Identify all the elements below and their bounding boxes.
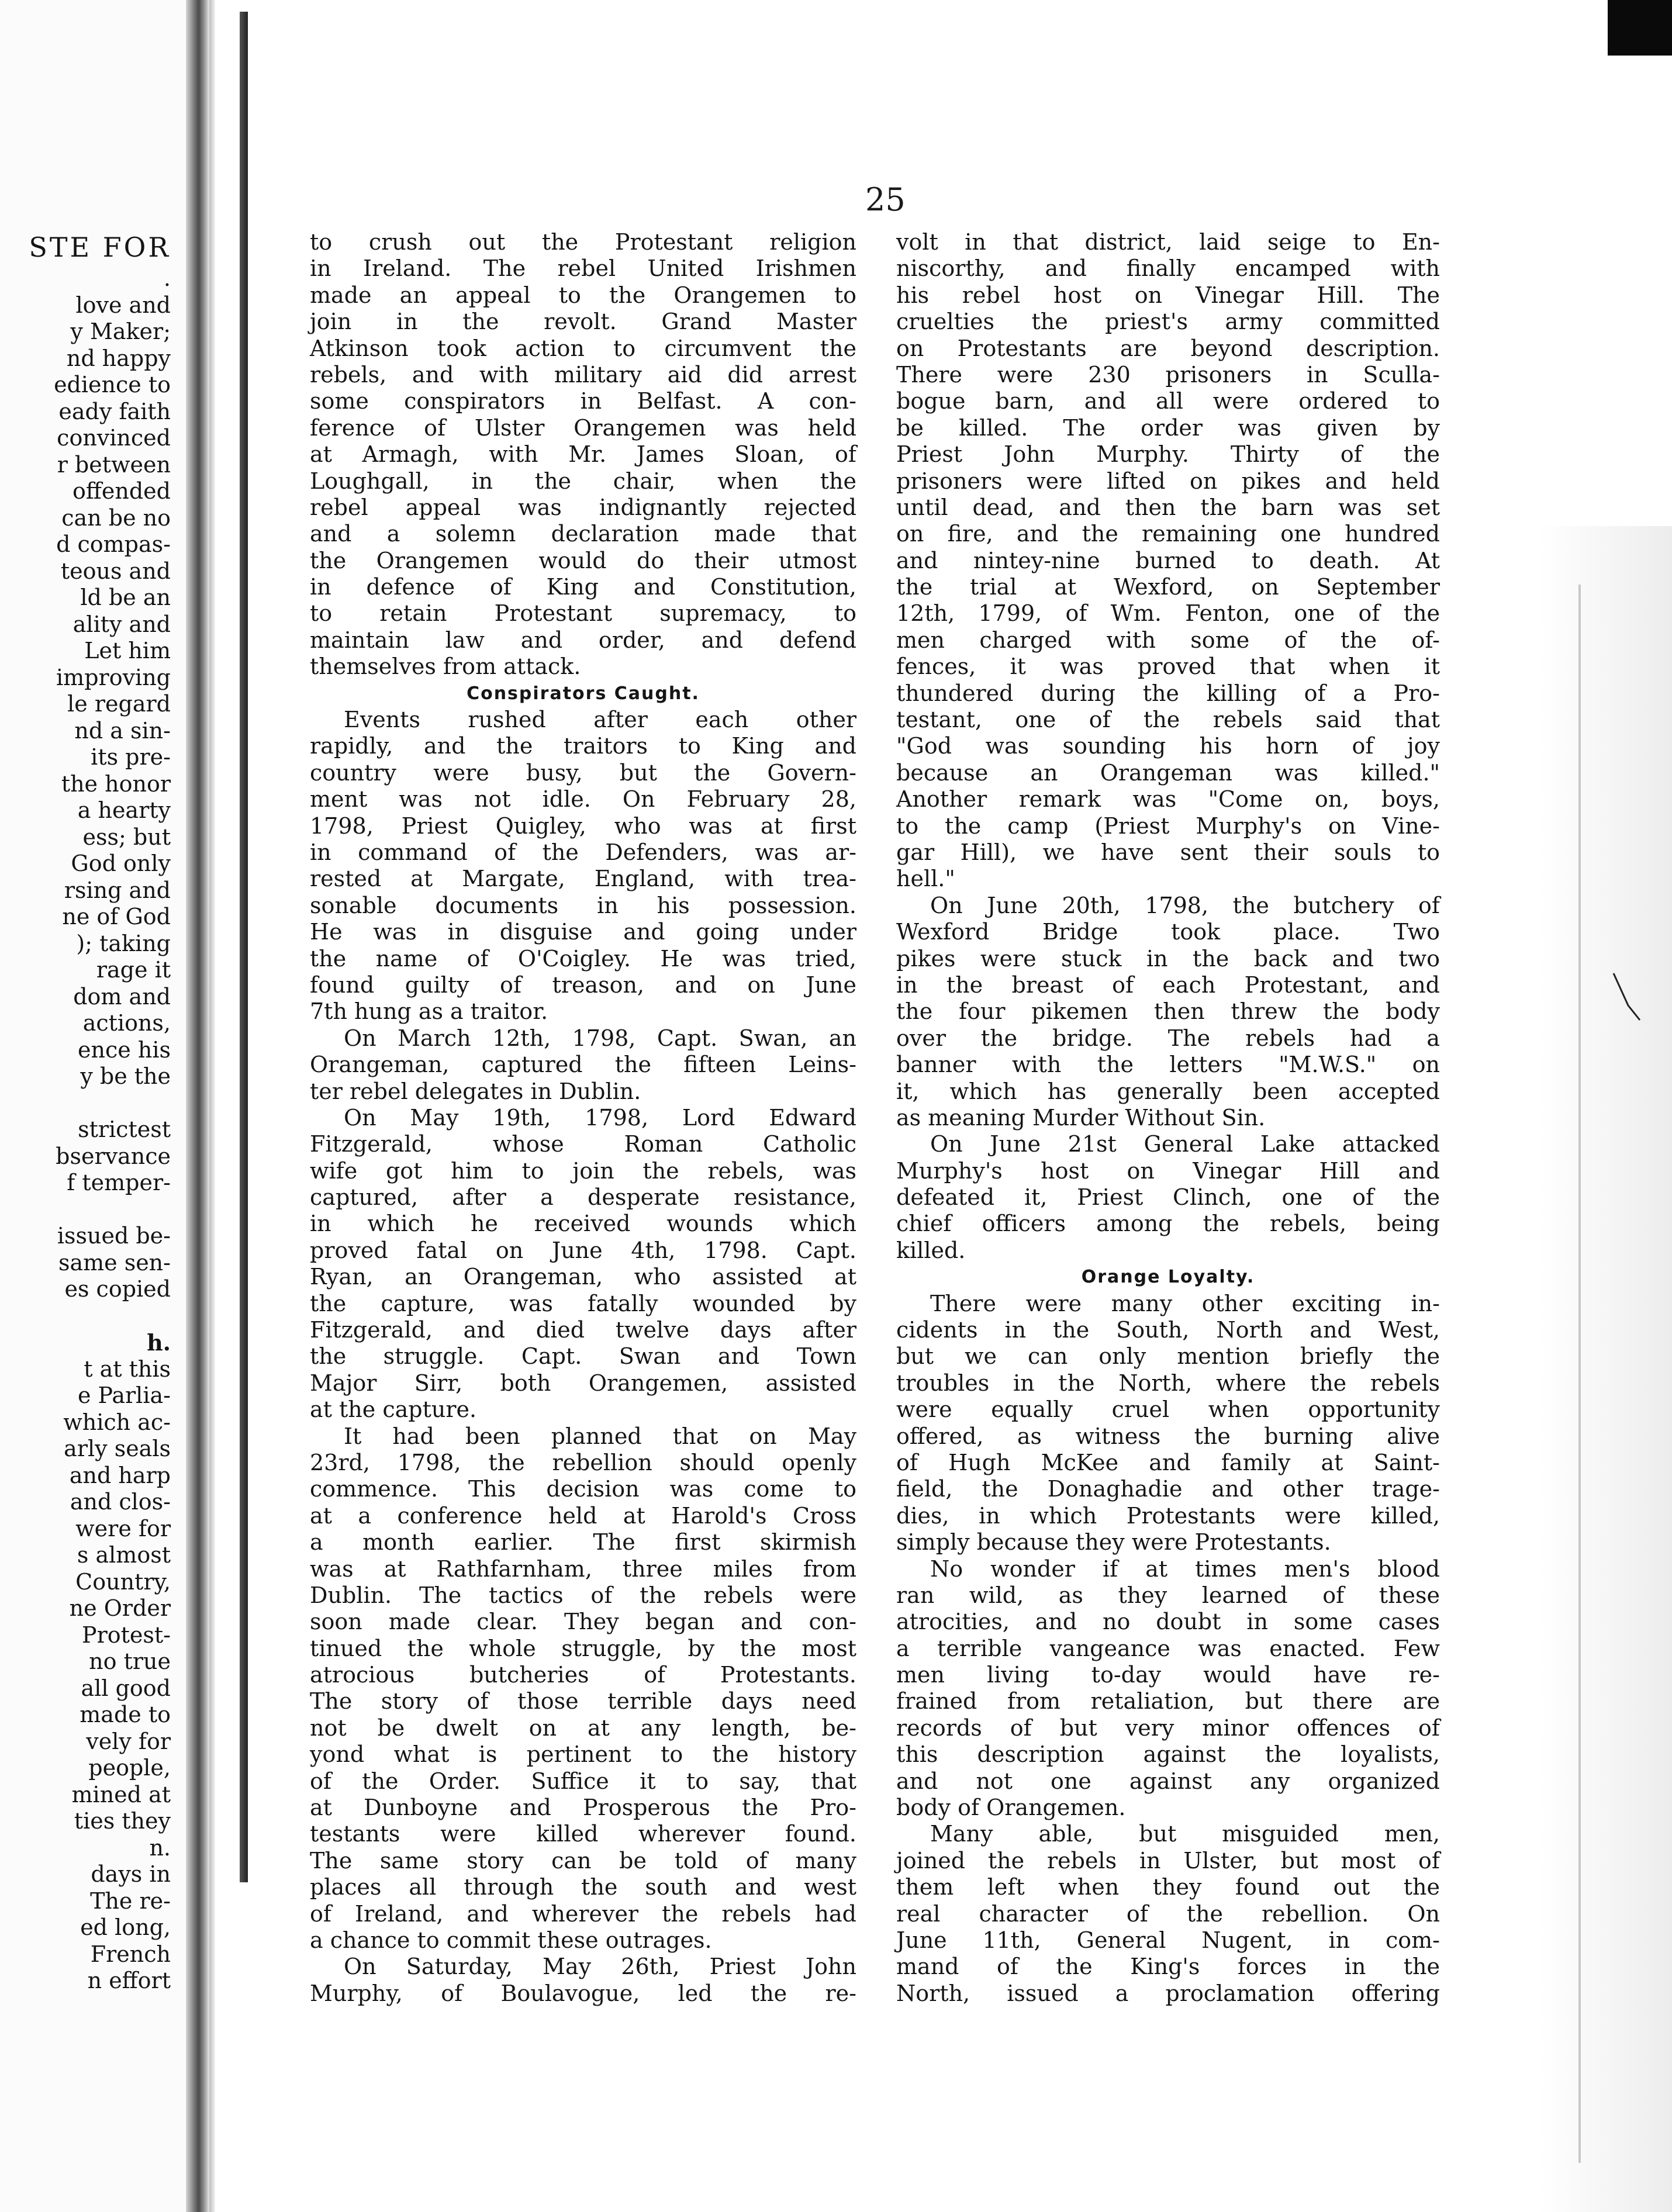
text-line: bogue barn, and all were ordered to [896,388,1440,414]
text-line: a chance to commit these outrages. [310,1927,712,1953]
right-text-column [896,229,1440,2007]
text-line: Wexford Bridge took place. Two [896,919,1440,945]
text-line: in Ireland. The rebel United Irishmen [310,255,856,282]
paragraph-first-line: There were many other exciting in- [930,1290,1440,1316]
text-line: found guilty of treason, and on June [310,972,856,998]
text-line: this description against the loyalists, [896,1741,1440,1768]
text-line: maintain law and order, and defend [310,627,856,653]
text-line: troubles in the North, where the rebels [896,1370,1440,1396]
previous-page-line: bservance [56,1143,171,1169]
previous-page-line: the honor [61,770,171,797]
paragraph-first-line: Events rushed after each other [344,707,856,733]
text-line: not be dwelt on at any length, be- [310,1715,856,1741]
left-text-column [310,229,856,2007]
text-line: at Dunboyne and Prosperous the Pro- [310,1795,856,1821]
previous-page-line: n. [149,1834,171,1861]
text-line: testants were killed wherever found. [310,1821,856,1847]
previous-page-line: ess; but [82,824,171,850]
text-line: killed. [896,1237,966,1263]
text-line: atrocities, and no doubt in some cases [896,1609,1440,1635]
text-line: Murphy, of Boulavogue, led the re- [310,1980,856,2006]
text-line: and nintey-nine burned to death. At [896,547,1440,573]
text-line: ment was not idle. On February 28, [310,786,856,813]
previous-page-line [0,1090,171,1117]
previous-page-line: f temper- [67,1170,171,1195]
previous-page-line: Country, [75,1568,171,1595]
previous-page-line: le regard [67,691,171,717]
text-line: 12th, 1799, of Wm. Fenton, one of the [896,600,1440,627]
previous-page-line: days in [91,1861,171,1887]
paragraph-first-line: On May 19th, 1798, Lord Edward [344,1104,856,1131]
text-line: the capture, was fatally wounded by [310,1290,856,1316]
previous-page-line: y be the [80,1063,171,1089]
text-line: June 11th, General Nugent, in com- [896,1927,1440,1953]
text-line: were equally cruel when opportunity [896,1397,1440,1423]
text-line: wife got him to join the rebels, was [310,1157,856,1184]
text-line: frained from retaliation, but there are [896,1688,1440,1715]
paragraph-first-line: It had been planned that on May [344,1423,856,1449]
text-line: Orangeman, captured the fifteen Leins- [310,1052,856,1078]
text-line: North, issued a proclamation offering [896,1980,1440,2006]
text-line: hell." [896,866,955,892]
paragraph-first-line: On June 21st General Lake attacked [930,1131,1440,1157]
previous-page-line: its pre- [91,744,171,770]
previous-page-line [0,1303,171,1330]
text-line: on Protestants are beyond description. [896,335,1440,361]
previous-page-line: ne Order [69,1595,171,1621]
text-line: banner with the letters "M.W.S." on [896,1052,1440,1078]
text-line: men living to-day would have re- [896,1662,1440,1688]
text-line: ference of Ulster Orangemen was held [310,414,856,441]
text-line: 23rd, 1798, the rebellion should openly [310,1449,856,1475]
previous-page-line: ties they [74,1808,171,1834]
book-gutter-shadow [186,0,209,2212]
previous-page-heading: STE FOR [29,231,171,263]
text-line: themselves from attack. [310,654,581,680]
text-line: testant, one of the rebels said that [896,707,1440,733]
previous-page-line: ality and [72,611,171,637]
text-line: There were 230 prisoners in Sculla- [896,361,1440,388]
text-line: it, which has generally been accepted [896,1078,1440,1104]
text-line: rested at Margate, England, with trea- [310,866,856,892]
text-line: rapidly, and the traitors to King and [310,733,856,759]
text-line: to retain Protestant supremacy, to [310,600,856,627]
scan-corner-mark [1608,0,1672,56]
text-line: of Ireland, and wherever the rebels had [310,1900,856,1927]
text-line: was at Rathfarnham, three miles from [310,1556,856,1582]
text-line: because an Orangeman was killed." [896,759,1440,786]
text-line: Ryan, an Orangeman, who assisted at [310,1264,856,1290]
text-line: joined the rebels in Ulster, but most of [896,1847,1440,1874]
text-line: The story of those terrible days need [310,1688,856,1715]
previous-page-line [0,1197,171,1223]
previous-page-line: which ac- [63,1409,171,1435]
text-line: at Armagh, with Mr. James Sloan, of [310,441,856,468]
text-line: be killed. The order was given by [896,414,1440,441]
previous-page-line: people, [88,1755,171,1781]
text-line: commence. This decision was come to [310,1476,856,1502]
previous-page-line: improving [56,664,171,690]
page-stack-edge [1540,526,1672,2212]
text-line: a terrible vangeance was enacted. Few [896,1635,1440,1661]
previous-page-line: love and [75,292,171,318]
section-subheading: Conspirators Caught. [467,683,700,704]
paragraph-first-line: No wonder if at times men's blood [930,1556,1440,1582]
text-line: them left when they found out the [896,1874,1440,1900]
text-line: Another remark was "Come on, boys, [896,786,1440,813]
text-line: Dublin. The tactics of the rebels were [310,1582,856,1608]
previous-page-line: e Parlia- [77,1382,171,1408]
text-line: Fitzgerald, and died twelve days after [310,1317,856,1343]
previous-page-line: edience to [54,372,171,398]
previous-page-line: s almost [77,1542,171,1568]
page-number: 25 [865,181,906,218]
text-line: records of but very minor offences of [896,1715,1440,1741]
previous-page-line: made to [80,1702,171,1727]
previous-page-line: vely for [86,1728,171,1754]
text-line: body of Orangemen. [896,1795,1126,1821]
previous-page-line: French [90,1941,171,1967]
text-line: ter rebel delegates in Dublin. [310,1078,641,1104]
previous-page-line: same sen- [58,1249,171,1276]
previous-page-line: h. [147,1329,171,1356]
previous-page-fragment [0,0,193,2212]
book-gutter-highlight [209,0,215,2212]
previous-page-line: teous and [60,558,171,584]
previous-page-line: . [163,265,171,291]
text-line: Loughgall, in the chair, when the [310,468,856,494]
previous-page-line: ence his [78,1036,171,1063]
previous-page-line: were for [75,1515,171,1542]
text-line: on fire, and the remaining one hundred [896,521,1440,547]
previous-page-line: Protest- [82,1622,171,1648]
text-line: 1798, Priest Quigley, who was at first [310,813,856,839]
text-line: the trial at Wexford, on September [896,574,1440,600]
text-line: made an appeal to the Orangemen to [310,282,856,308]
text-line: at a conference held at Harold's Cross [310,1502,856,1529]
text-line: 7th hung as a traitor. [310,998,548,1025]
text-line: at the capture. [310,1397,477,1423]
text-line: a month earlier. The first skirmish [310,1529,856,1556]
previous-page-line: r between [57,451,171,478]
paragraph-first-line: On March 12th, 1798, Capt. Swan, an [344,1025,856,1051]
previous-page-line: ed long, [80,1914,171,1940]
text-line: rebel appeal was indignantly rejected [310,494,856,520]
text-line: He was in disguise and going under [310,919,856,945]
text-line: and not one against any organized [896,1768,1440,1794]
previous-page-line: mined at [71,1781,171,1807]
previous-page-line: issued be- [57,1223,171,1249]
previous-page-line: can be no [61,504,171,531]
text-line: of Hugh McKee and family at Saint- [896,1449,1440,1475]
text-line: until dead, and then the barn was set [896,494,1440,520]
text-line: the struggle. Capt. Swan and Town [310,1343,856,1370]
text-line: in command of the Defenders, was ar- [310,839,856,865]
previous-page-line: all good [81,1675,171,1701]
text-line: to crush out the Protestant religion [310,229,856,255]
previous-page-line: eady faith [58,398,171,424]
text-line: ran wild, as they learned of these [896,1582,1440,1608]
previous-page-line: God only [71,851,171,876]
text-line: as meaning Murder Without Sin. [896,1104,1266,1131]
text-line: his rebel host on Vinegar Hill. The [896,282,1440,308]
text-line: Major Sirr, both Orangemen, assisted [310,1370,856,1396]
previous-page-line: n effort [87,1968,171,1993]
previous-page-line: nd a sin- [74,717,171,744]
previous-page-line: a hearty [77,797,171,823]
text-line: Murphy's host on Vinegar Hill and [896,1157,1440,1184]
text-line: the Orangemen would do their utmost [310,547,856,573]
text-line: and a solemn declaration made that [310,521,856,547]
text-line: but we can only mention briefly the [896,1343,1440,1370]
text-line: atrocious butcheries of Protestants. [310,1662,856,1688]
text-line: over the bridge. The rebels had a [896,1025,1440,1051]
text-line: cidents in the South, North and West, [896,1317,1440,1343]
previous-page-line: convinced [57,425,171,451]
previous-page-line: ne of God [62,904,171,929]
previous-page-line: no true [89,1648,171,1674]
text-line: captured, after a desperate resistance, [310,1184,856,1211]
previous-page-line: rage it [96,957,171,983]
text-line: join in the revolt. Grand Master [310,309,856,335]
previous-page-text [0,265,175,1995]
previous-page-line: Let him [84,638,171,663]
previous-page-line: y Maker; [70,319,171,344]
text-line: rebels, and with military aid did arrest [310,361,856,388]
text-line: some conspirators in Belfast. A con- [310,388,856,414]
text-line: defeated it, Priest Clinch, one of the [896,1184,1440,1211]
text-line: sonable documents in his possession. [310,892,856,918]
text-line: to the camp (Priest Murphy's on Vine- [896,813,1440,839]
previous-page-line: and harp [69,1462,171,1488]
paragraph-first-line: Many able, but misguided men, [930,1821,1440,1847]
section-subheading: Orange Loyalty. [1081,1267,1255,1288]
text-line: places all through the south and west [310,1874,856,1900]
text-line: dies, in which Protestants were killed, [896,1502,1440,1529]
text-line: pikes were stuck in the back and two [896,945,1440,972]
text-line: Priest John Murphy. Thirty of the [896,441,1440,468]
previous-page-line: The re- [90,1888,171,1914]
scan-top-margin [0,0,1672,23]
text-line: country were busy, but the Govern- [310,759,856,786]
text-line: soon made clear. They began and con- [310,1609,856,1635]
previous-page-line: d compas- [56,531,171,557]
previous-page-line: ); taking [76,930,171,956]
text-line: real character of the rebellion. On [896,1900,1440,1927]
text-line: Fitzgerald, whose Roman Catholic [310,1131,856,1157]
text-line: simply because they were Protestants. [896,1529,1331,1556]
previous-page-line: arly seals [64,1436,171,1461]
text-line: proved fatal on June 4th, 1798. Capt. [310,1237,856,1263]
text-line: The same story can be told of many [310,1847,856,1874]
text-line: field, the Donaghadie and other trage- [896,1476,1440,1502]
previous-page-line: and clos- [70,1489,171,1515]
previous-page-line: rsing and [64,877,171,903]
text-line: in defence of King and Constitution, [310,574,856,600]
previous-page-line: es copied [64,1276,171,1302]
text-line: "God was sounding his horn of joy [896,733,1440,759]
text-line: the name of O'Coigley. He was tried, [310,945,856,972]
previous-page-line: actions, [82,1010,171,1036]
previous-page-line: strictest [78,1117,171,1142]
previous-page-line: t at this [84,1356,171,1382]
text-line: volt in that district, laid seige to En- [896,229,1440,255]
page-binding-edge [240,12,248,1882]
text-line: yond what is pertinent to the history [310,1741,856,1768]
text-line: thundered during the killing of a Pro- [896,680,1440,706]
text-line: of the Order. Suffice it to say, that [310,1768,856,1794]
paragraph-first-line: On June 20th, 1798, the butchery of [930,892,1440,918]
text-line: offered, as witness the burning alive [896,1423,1440,1449]
text-line: the four pikemen then threw the body [896,998,1440,1025]
text-line: gar Hill), we have sent their souls to [896,839,1440,865]
text-line: in the breast of each Protestant, and [896,972,1440,998]
previous-page-line: nd happy [66,345,171,371]
text-line: mand of the King's forces in the [896,1954,1440,1980]
text-line: niscorthy, and finally encamped with [896,255,1440,282]
previous-page-line: dom and [73,983,171,1010]
page-edge-line [1578,585,1581,2163]
edge-scratch-mark [1611,970,1646,1023]
text-line: in which he received wounds which [310,1211,856,1237]
text-line: men charged with some of the of- [896,627,1440,653]
text-line: fences, it was proved that when it [896,654,1440,680]
text-line: Atkinson took action to circumvent the [310,335,856,361]
text-line: prisoners were lifted on pikes and held [896,468,1440,494]
text-line: tinued the whole struggle, by the most [310,1635,856,1661]
text-line: cruelties the priest's army committed [896,309,1440,335]
text-line: chief officers among the rebels, being [896,1211,1440,1237]
previous-page-line: offended [72,478,171,504]
paragraph-first-line: On Saturday, May 26th, Priest John [344,1954,856,1980]
previous-page-line: ld be an [80,585,171,610]
